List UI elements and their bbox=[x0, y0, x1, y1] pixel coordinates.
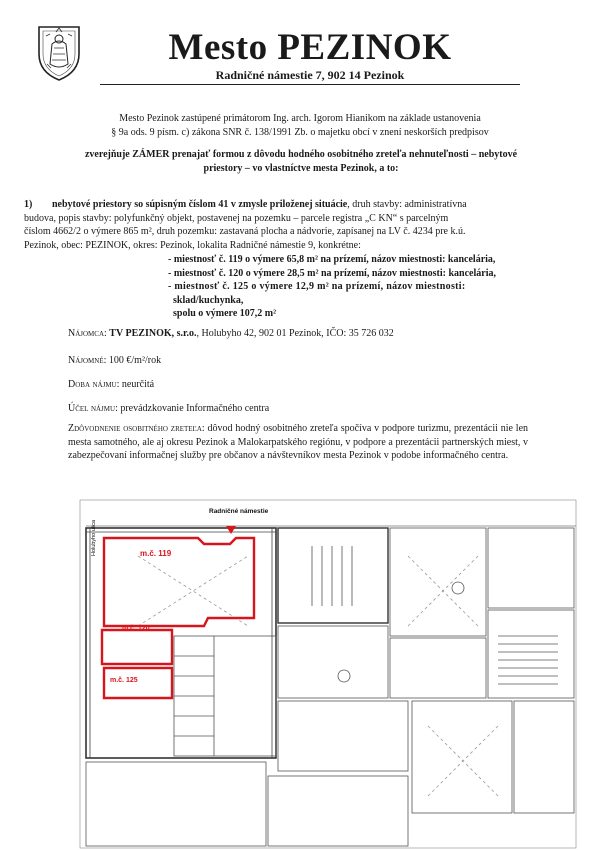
street-label: Holubyho ulica bbox=[91, 519, 97, 556]
item-rest: , druh stavby: administratívna bbox=[347, 199, 467, 210]
room-125-label: m.č. 125 bbox=[110, 677, 138, 684]
room-119: - miestnosť č. 119 o výmere 65,8 m² na prízemí, názov miestnosti: kancelária, bbox=[168, 254, 496, 265]
property-item bbox=[24, 198, 572, 252]
intro-line-2: § 9a ods. 9 písm. c) zákona SNR č. 138/1991 Zb. o majetku obcí v znení neskorších predpisov bbox=[111, 127, 489, 138]
tenant-details: , Holubyho 42, 902 01 Pezinok, IČO: 35 726 032 bbox=[196, 328, 394, 339]
room-125: - miestnosť č. 125 o výmere 12,9 m² na prízemí, názov miestnosti: bbox=[168, 281, 466, 293]
square-label: Radničné námestie bbox=[209, 508, 269, 515]
announcement bbox=[44, 148, 558, 176]
rent-field: Nájomné: 100 €/m²/rok bbox=[68, 355, 162, 366]
floor-plan bbox=[78, 496, 580, 850]
justification-label: Zdôvodnenie osobitného zreteľa bbox=[68, 423, 202, 434]
city-hall-address: Radničné námestie 7, 902 14 Pezinok bbox=[215, 68, 405, 82]
rent-value: 100 €/m²/rok bbox=[108, 355, 162, 366]
announcement-text-2: priestory – vo vlastníctve mesta Pezinok, a to: bbox=[203, 163, 399, 174]
duration-label: Doba nájmu bbox=[68, 379, 117, 390]
entrance-marker-icon bbox=[226, 526, 236, 534]
item-line-2: budova, popis stavby: polyfunkčný objekt, postavenej na pozemku – parcele registra „C KN“ s parcelným bbox=[24, 212, 449, 224]
item-line-4: Pezinok, obec: PEZINOK, okres: Pezinok, lokalita Radničné námestie 9, konkrétne: bbox=[24, 239, 361, 251]
purpose-value: prevádzkovanie Informačného centra bbox=[120, 403, 270, 414]
announcement-text-1: ZÁMER prenajať formou z dôvodu hodného osobitného zreteľa nehnuteľnosti – nebytové bbox=[129, 149, 518, 160]
item-number: 1) bbox=[24, 199, 33, 210]
item-lead: nebytové priestory so súpisným číslom 41 v zmysle priloženej situácie bbox=[52, 199, 348, 210]
duration-field: Doba nájmu: neurčitá bbox=[68, 379, 155, 390]
room-120-outline bbox=[102, 630, 172, 664]
tenant-name: TV PEZINOK, s.r.o. bbox=[109, 328, 197, 339]
room-120-label: m.č. 120 bbox=[122, 625, 150, 632]
room-125-name: sklad/kuchynka, bbox=[168, 294, 244, 306]
justification-paragraph: Zdôvodnenie osobitného zreteľa: dôvod hodný osobitného zreteľa spočíva v podpore turizmu, prezentácii nie len mesta samotného, ale aj okresu Pezinok a Malokarpatského regiónu, v podpore a prezentácii partnerských miest, v zabezpečovaní informačnej služby pre občanov a návštevníkov mesta Pezinok v podobe informačného centra. bbox=[68, 423, 529, 462]
room-120: - miestnosť č. 120 o výmere 28,5 m² na prízemí, názov miestnosti: kancelária, bbox=[168, 267, 496, 279]
total-area: spolu o výmere 107,2 m² bbox=[168, 308, 277, 320]
intro-line-1: Mesto Pezinok zastúpené primátorom Ing. arch. Igorom Hianikom na základe ustanovenia bbox=[119, 113, 481, 124]
pezinok-coat-of-arms-icon bbox=[36, 24, 82, 82]
rent-label: Nájomné bbox=[68, 355, 104, 366]
document-title: Mesto PEZINOK bbox=[168, 27, 452, 68]
announcement-verb: zverejňuje bbox=[84, 149, 130, 160]
room-list bbox=[168, 253, 528, 321]
tenant-label: Nájomca bbox=[68, 328, 105, 339]
justification-text: dôvod hodný osobitného zreteľa spočíva v podpore turizmu, prezentácii nie len mesta samotného, ale aj okresu Pezinok a Malokarpatského regiónu, v podpore a prezentácii partnerských miest, v zabezpečovaní informačnej služby pre občanov a návštevníkov mesta Pezinok v podobe informačného centra. bbox=[68, 423, 529, 462]
purpose-field: Účel nájmu: prevádzkovanie Informačného centra bbox=[68, 403, 270, 414]
room-119-label: m.č. 119 bbox=[140, 549, 172, 558]
tenant-field: Nájomca: TV PEZINOK, s.r.o., Holubyho 42, 902 01 Pezinok, IČO: 35 726 032 bbox=[68, 328, 394, 339]
item-line-3: číslom 4662/2 o výmere 865 m², druh pozemku: zastavaná plocha a nádvorie, zapísanej na LV č. 4234 pre k.ú. bbox=[24, 226, 466, 238]
header-divider bbox=[100, 84, 520, 85]
purpose-label: Účel nájmu bbox=[68, 403, 116, 414]
duration-value: neurčitá bbox=[121, 379, 155, 390]
